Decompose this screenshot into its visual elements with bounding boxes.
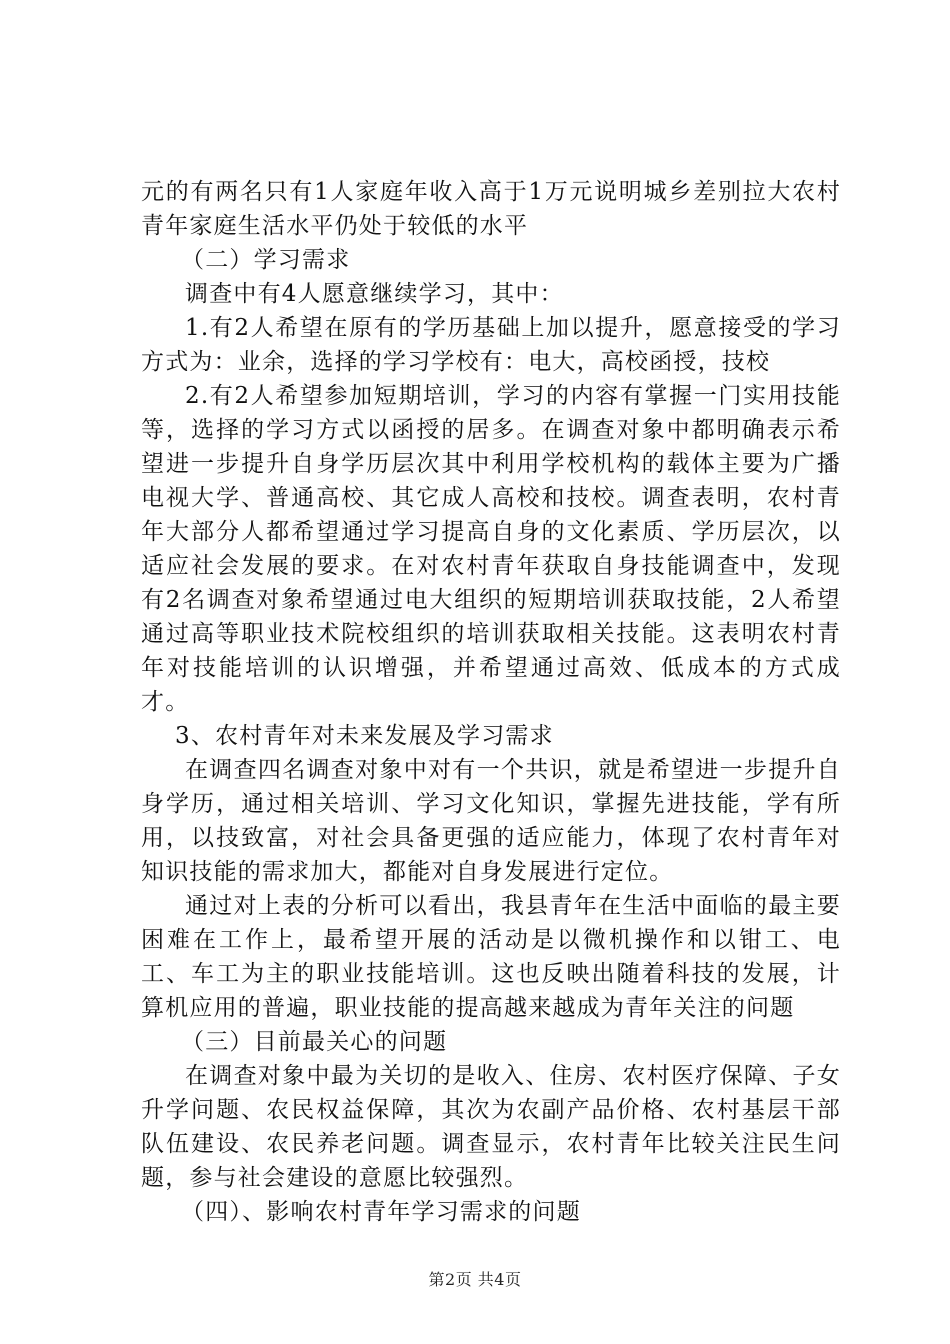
- list-item-2: 2.有2人希望参加短期培训，学习的内容有掌握一门实用技能等，选择的学习方式以函授的居多。在调查对象中都明确表示希望进一步提升自身学历层次其中利用学校机构的载体主要为广播电视大学、普通高校、其它成人高校和技校。调查表明，农村青年大部分人都希望通过学习提高自身的文化素质、学历层次，以适应社会发展的要求。在对农村青年获取自身技能调查中，发现有2名调查对象希望通过电大组织的短期培训获取技能，2人希望通过高等职业技术院校组织的培训获取相关技能。这表明农村青年对技能培训的认识增强，并希望通过高效、低成本的方式成才。: [141, 383, 841, 715]
- section-heading-future-development: 3、农村青年对未来发展及学习需求: [175, 723, 554, 749]
- section-heading-current-concerns: （三）目前最关心的问题: [181, 1029, 448, 1055]
- paragraph-income-summary: 元的有两名只有1人家庭年收入高于1万元说明城乡差别拉大农村青年家庭生活水平仍处于较低的水平: [141, 179, 841, 239]
- paragraph-table-analysis: 通过对上表的分析可以看出，我县青年在生活中面临的最主要困难在工作上，最希望开展的活动是以微机操作和以钳工、电工、车工为主的职业技能培训。这也反映出随着科技的发展，计算机应用的普遍，职业技能的提高越来越成为青年关注的问题: [141, 893, 841, 1021]
- section-heading-influencing-issues: （四）、影响农村青年学习需求的问题: [181, 1199, 581, 1225]
- paragraph-concerns: 在调查对象中最为关切的是收入、住房、农村医疗保障、子女升学问题、农民权益保障，其次为农副产品价格、农村基层干部队伍建设、农民养老问题。调查显示，农村青年比较关注民生问题，参与社会建设的意愿比较强烈。: [141, 1063, 841, 1191]
- page-number-footer: 第2页 共4页: [428, 1270, 522, 1289]
- section-heading-learning-needs: （二）学习需求: [181, 247, 351, 273]
- paragraph-continue-learning: 调查中有4人愿意继续学习，其中：: [185, 281, 564, 307]
- list-item-1: 1.有2人希望在原有的学历基础上加以提升，愿意接受的学习方式为：业余，选择的学习学校有：电大，高校函授，技校: [141, 315, 841, 375]
- paragraph-consensus: 在调查四名调查对象中对有一个共识，就是希望进一步提升自身学历，通过相关培训、学习文化知识，掌握先进技能，学有所用，以技致富，对社会具备更强的适应能力，体现了农村青年对知识技能的需求加大，都能对自身发展进行定位。: [141, 757, 841, 885]
- document-body: [141, 175, 841, 1229]
